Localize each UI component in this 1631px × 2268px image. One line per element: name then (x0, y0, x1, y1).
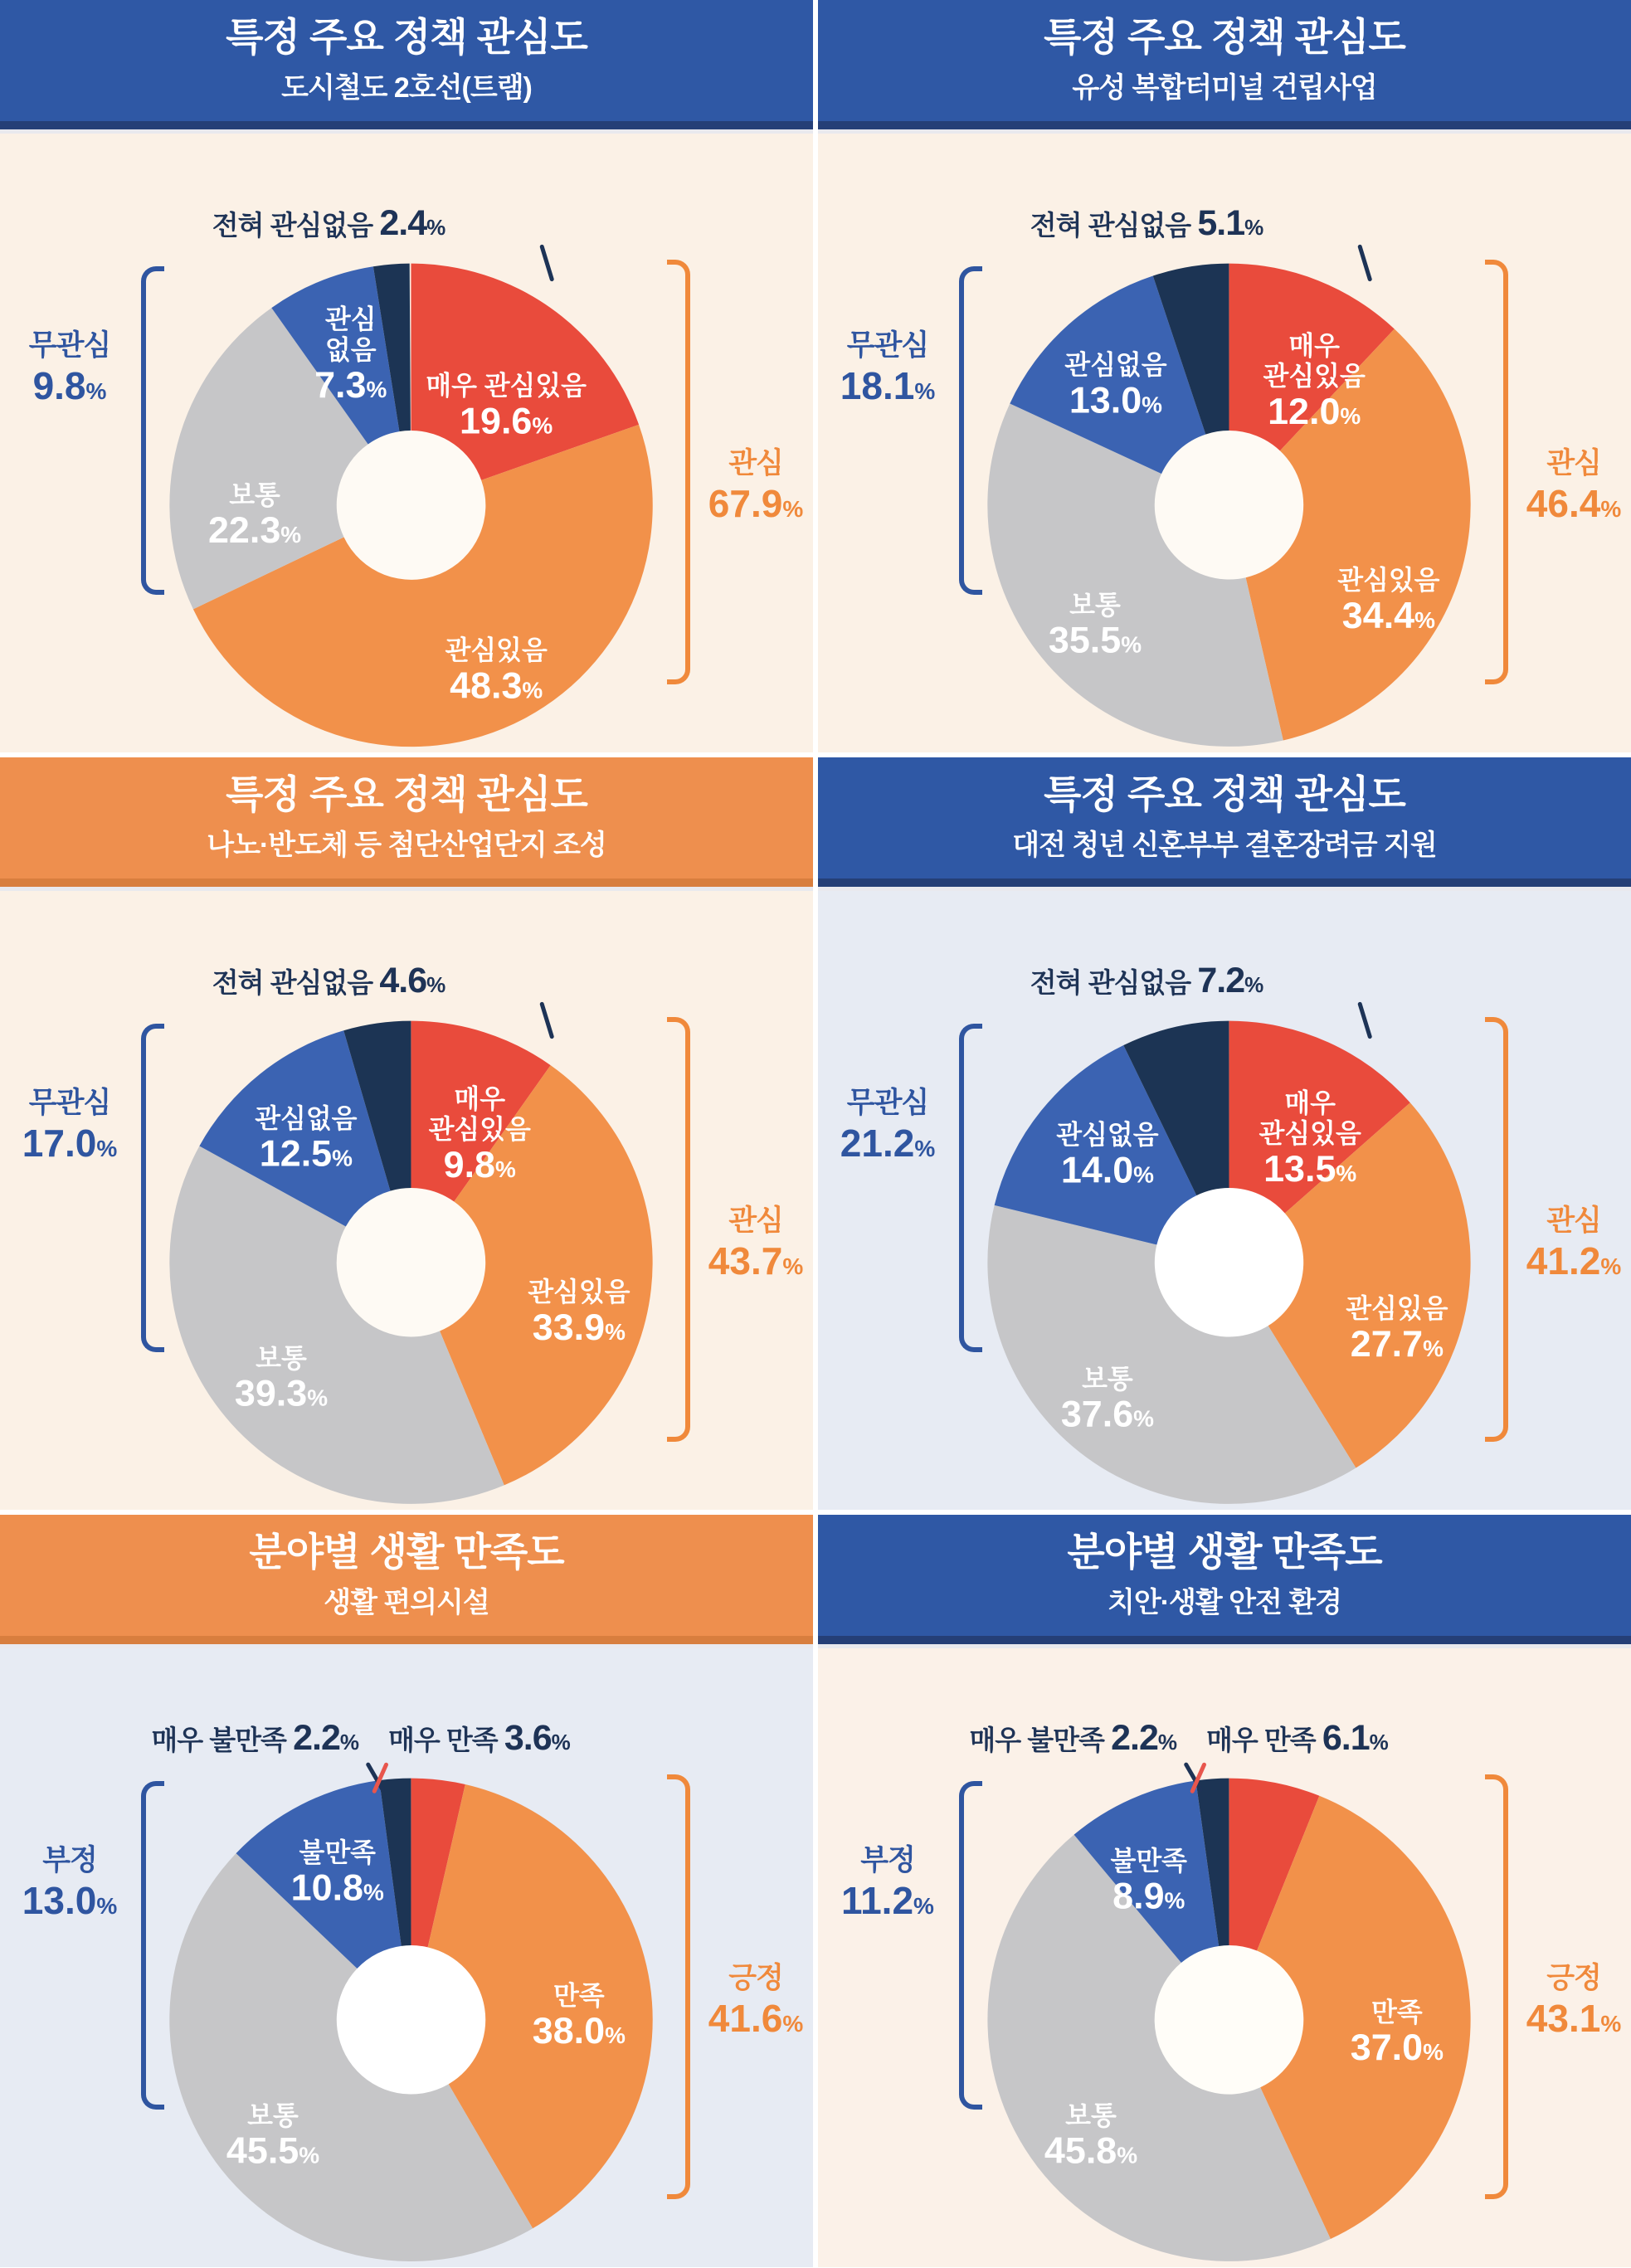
panel-subtitle: 치안·생활 안전 환경 (1108, 1587, 1341, 1619)
negative-group-bracket (959, 1781, 982, 2110)
slice-label: 매우 (1288, 330, 1340, 361)
slice-value: 13.0% (1069, 378, 1162, 421)
slice-value: 14.0% (1060, 1148, 1155, 1191)
slice-label: 불만족 (299, 1837, 376, 1867)
positive-group-label (1517, 1962, 1631, 2041)
negative-group-bracket (141, 1024, 164, 1352)
positive-group-label (699, 1962, 813, 2041)
callout-top-right: 매우 만족 6.1% (1206, 1718, 1388, 1758)
group-value: 41.6% (708, 1997, 804, 2041)
slice-value: 45.5% (226, 2129, 320, 2172)
slice-label: 관심있음 (1259, 1118, 1361, 1149)
negative-group-label (821, 329, 954, 408)
panel-industry-interest (0, 757, 813, 1510)
positive-group-bracket (667, 1017, 690, 1442)
slice-label: 관심있음 (428, 1114, 531, 1145)
callout-top: 전혀 관심없음 7.2% (1030, 961, 1263, 1000)
positive-group-bracket (1485, 1774, 1508, 2199)
slice-value: 10.8% (290, 1866, 384, 1909)
group-name: 무관심 (28, 1087, 111, 1119)
panel-title: 특정 주요 정책 관심도 (1044, 771, 1405, 816)
panel-safety-satisfaction (818, 1515, 1631, 2267)
slice-value: 45.8% (1044, 2129, 1138, 2172)
slice-value: 9.8% (443, 1143, 516, 1186)
positive-group-label (699, 1205, 813, 1283)
group-name: 관심 (1546, 1205, 1601, 1237)
group-name: 긍정 (1546, 1962, 1601, 1994)
negative-group-label (3, 329, 136, 408)
group-name: 관심 (728, 1205, 783, 1237)
group-name: 긍정 (728, 1962, 783, 1994)
slice-label: 만족 (1371, 1997, 1423, 2027)
positive-group-label (1517, 447, 1631, 526)
chart-area (818, 129, 1631, 752)
panel-tram-interest (0, 0, 813, 752)
panel-title: 분야별 생활 만족도 (249, 1529, 564, 1574)
positive-group-label (699, 447, 813, 526)
panel-subtitle: 생활 편의시설 (324, 1587, 489, 1619)
panel-subtitle: 유성 복합터미널 건립사업 (1072, 72, 1377, 105)
positive-group-bracket (1485, 260, 1508, 684)
slice-label: 관심있음 (445, 635, 548, 665)
slice-label: 보통 (256, 1342, 307, 1373)
slice-label: 매우 관심있음 (426, 370, 587, 401)
panel-marriage-support-interest (818, 757, 1631, 1510)
negative-group-bracket (959, 1024, 982, 1352)
group-value: 21.2% (840, 1122, 936, 1166)
slice-value: 12.0% (1268, 390, 1361, 433)
slice-label: 만족 (553, 1980, 605, 2011)
group-name: 부정 (42, 1844, 97, 1876)
negative-group-bracket (141, 1781, 164, 2110)
slice-label: 관심 (324, 304, 377, 334)
panel-subtitle: 도시철도 2호선(트램) (281, 72, 532, 105)
slice-label: 없음 (324, 334, 377, 365)
slice-value: 33.9% (532, 1305, 626, 1348)
slice-value: 27.7% (1350, 1321, 1444, 1365)
panel-header (0, 757, 813, 887)
negative-group-label (821, 1844, 954, 1923)
group-value: 11.2% (841, 1879, 934, 1923)
slice-label: 관심있음 (1337, 564, 1440, 595)
chart-area (818, 1644, 1631, 2267)
panel-title: 특정 주요 정책 관심도 (226, 771, 587, 816)
group-value: 17.0% (22, 1122, 118, 1166)
slice-value: 37.6% (1060, 1392, 1155, 1435)
group-value: 13.0% (22, 1879, 118, 1923)
group-value: 41.2% (1526, 1239, 1622, 1283)
chart-area (0, 129, 813, 752)
slice-value: 37.0% (1350, 2026, 1444, 2069)
slice-value: 38.0% (532, 2009, 626, 2052)
positive-group-bracket (1485, 1017, 1508, 1442)
slice-label: 매우 (1284, 1088, 1336, 1118)
slice-label: 매우 (454, 1083, 506, 1114)
slice-label: 관심없음 (255, 1102, 358, 1133)
positive-group-bracket (667, 260, 690, 684)
callout-top: 전혀 관심없음 5.1% (1030, 203, 1263, 243)
slice-label: 관심있음 (528, 1277, 630, 1307)
slice-value: 34.4% (1341, 593, 1435, 636)
chart-area (0, 887, 813, 1510)
slice-label: 보통 (1065, 2100, 1117, 2130)
callout-top-left: 매우 불만족 2.2% (969, 1718, 1176, 1758)
negative-group-label (821, 1087, 954, 1166)
negative-group-bracket (141, 266, 164, 595)
group-value: 18.1% (840, 364, 936, 408)
panel-header (0, 0, 813, 129)
chart-area (818, 887, 1631, 1510)
panel-subtitle: 대전 청년 신혼부부 결혼장려금 지원 (1012, 830, 1437, 862)
group-name: 무관심 (28, 329, 111, 362)
panel-header (818, 0, 1631, 129)
positive-group-bracket (667, 1774, 690, 2199)
panel-header (818, 1515, 1631, 1644)
slice-label: 보통 (229, 479, 280, 510)
panel-title: 특정 주요 정책 관심도 (1044, 14, 1405, 59)
panel-terminal-interest (818, 0, 1631, 752)
callout-top-left: 매우 불만족 2.2% (151, 1718, 358, 1758)
group-value: 46.4% (1526, 482, 1622, 526)
panel-convenience-satisfaction (0, 1515, 813, 2267)
slice-value: 22.3% (207, 509, 302, 552)
slice-value: 48.3% (450, 664, 543, 707)
slice-value: 7.3% (314, 363, 387, 406)
slice-value: 39.3% (234, 1371, 329, 1414)
slice-label: 보통 (247, 2100, 299, 2130)
slice-label: 보통 (1082, 1363, 1133, 1394)
callout-top: 전혀 관심없음 2.4% (212, 203, 445, 243)
slice-value: 19.6% (460, 399, 553, 442)
negative-group-label (3, 1087, 136, 1166)
panel-header (818, 757, 1631, 887)
group-value: 43.7% (708, 1239, 804, 1283)
group-name: 부정 (860, 1844, 915, 1876)
panel-header (0, 1515, 813, 1644)
group-name: 관심 (1546, 447, 1601, 479)
group-name: 관심 (728, 447, 783, 479)
slice-value: 12.5% (259, 1132, 353, 1175)
slice-label: 관심있음 (1263, 361, 1366, 392)
slice-label: 관심있음 (1346, 1293, 1448, 1324)
slice-label: 관심없음 (1056, 1119, 1159, 1150)
slice-value: 8.9% (1112, 1874, 1186, 1917)
panel-title: 특정 주요 정책 관심도 (226, 14, 587, 59)
group-name: 무관심 (846, 1087, 929, 1119)
slice-value: 35.5% (1048, 618, 1142, 661)
panel-title: 분야별 생활 만족도 (1067, 1529, 1382, 1574)
group-value: 9.8% (32, 364, 107, 408)
group-name: 무관심 (846, 329, 929, 362)
slice-value: 13.5% (1263, 1147, 1357, 1190)
group-value: 43.1% (1526, 1997, 1622, 2041)
callout-top: 전혀 관심없음 4.6% (212, 961, 445, 1000)
panel-subtitle: 나노·반도체 등 첨단산업단지 조성 (207, 830, 606, 862)
slice-label: 관심없음 (1064, 349, 1167, 380)
group-value: 67.9% (708, 482, 804, 526)
negative-group-label (3, 1844, 136, 1923)
positive-group-label (1517, 1205, 1631, 1283)
slice-label: 보통 (1069, 589, 1121, 620)
negative-group-bracket (959, 266, 982, 595)
callout-top-right: 매우 만족 3.6% (388, 1718, 570, 1758)
chart-area (0, 1644, 813, 2267)
slice-label: 불만족 (1110, 1845, 1187, 1876)
